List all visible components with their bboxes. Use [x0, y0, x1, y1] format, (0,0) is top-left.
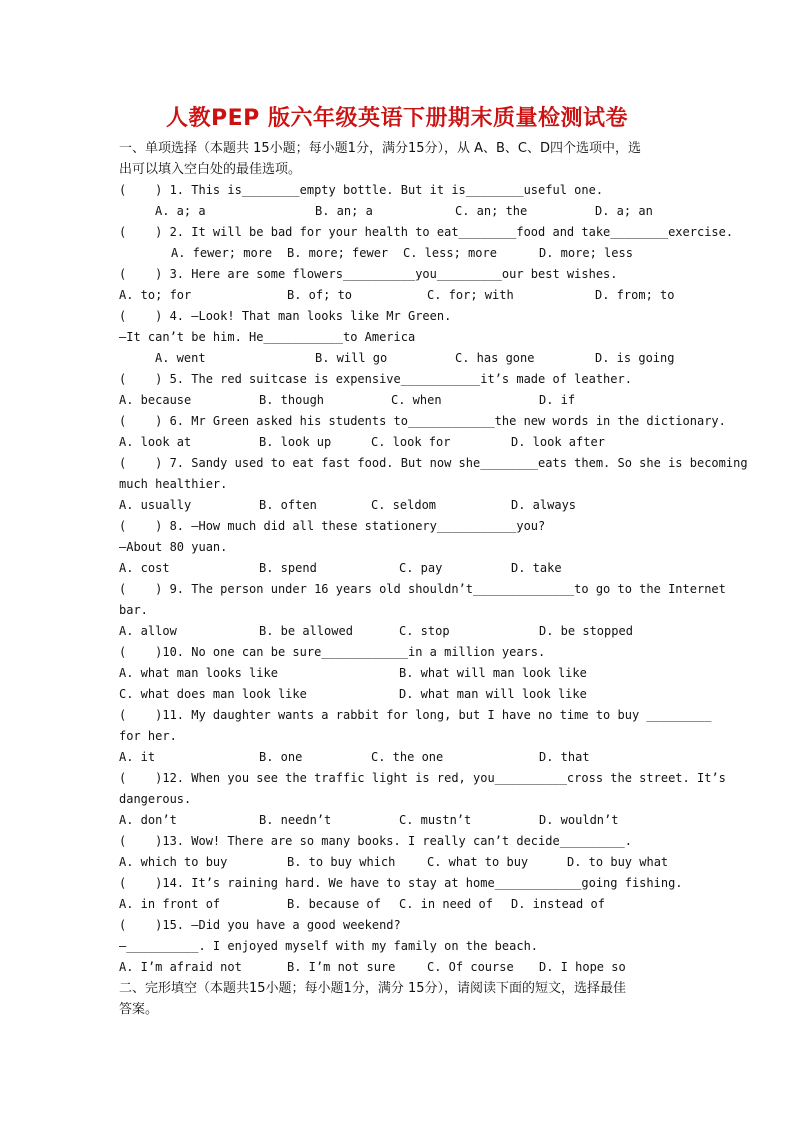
question-4-option[interactable]: D. is going	[595, 351, 675, 365]
question-2-option[interactable]: A. fewer; more	[171, 246, 273, 260]
question-8-stem-cont: —About 80 yuan.	[119, 540, 228, 554]
question-2-option[interactable]: B. more; fewer	[287, 246, 389, 260]
question-9-options	[119, 621, 679, 642]
section1-heading-line1: 一、单项选择（本题共 15小题；每小题1分，满分15分），从 A、B、C、D四个选项中，选	[119, 141, 642, 156]
question-11-option[interactable]: D. that	[539, 750, 590, 764]
question-7-option[interactable]: A. usually	[119, 498, 192, 512]
question-8-option[interactable]: B. spend	[259, 561, 317, 575]
question-13-option[interactable]: B. to buy which	[287, 855, 396, 869]
question-3-option[interactable]: A. to; for	[119, 288, 192, 302]
question-4-stem: ( ) 4. —Look! That man looks like Mr Green.	[119, 309, 452, 323]
question-10-option[interactable]: A. what man looks like	[119, 666, 278, 680]
question-8-option[interactable]: C. pay	[399, 561, 443, 575]
question-4-stem-cont: —It can’t be him. He___________to America	[119, 330, 416, 344]
section2-heading-line2: 答案。	[119, 1002, 159, 1017]
question-13-option[interactable]: A. which to buy	[119, 855, 228, 869]
question-12-option[interactable]: C. mustn’t	[399, 813, 472, 827]
question-12-option[interactable]: D. wouldn’t	[539, 813, 619, 827]
question-1-option[interactable]: A. a; a	[155, 204, 206, 218]
question-6-option[interactable]: D. look after	[511, 435, 605, 449]
question-15-stem: ( )15. —Did you have a good weekend?	[119, 918, 401, 932]
exam-body	[119, 138, 748, 1020]
question-5-option[interactable]: A. because	[119, 393, 192, 407]
question-5-options	[119, 390, 679, 411]
question-1-stem: ( ) 1. This is________empty bottle. But it is________useful one.	[119, 183, 604, 197]
question-3-option[interactable]: C. for; with	[427, 288, 514, 302]
question-4-option[interactable]: A. went	[155, 351, 206, 365]
question-5-option[interactable]: B. though	[259, 393, 325, 407]
question-10-options	[119, 663, 679, 684]
question-2-stem: ( ) 2. It will be bad for your health to eat________food and take________exercise.	[119, 225, 734, 239]
question-15-option[interactable]: D. I hope so	[539, 960, 626, 974]
question-14-option[interactable]: D. instead of	[511, 897, 605, 911]
question-8-options	[119, 558, 679, 579]
question-6-option[interactable]: B. look up	[259, 435, 332, 449]
question-6-stem: ( ) 6. Mr Green asked his students to____________the new words in the dictionary.	[119, 414, 726, 428]
question-10-options	[119, 684, 679, 705]
question-15-option[interactable]: B. I’m not sure	[287, 960, 396, 974]
question-14-stem: ( )14. It’s raining hard. We have to stay at home____________going fishing.	[119, 876, 683, 890]
question-10-option[interactable]: C. what does man look like	[119, 687, 307, 701]
question-4-option[interactable]: C. has gone	[455, 351, 535, 365]
question-5-option[interactable]: D. if	[539, 393, 576, 407]
question-7-stem: ( ) 7. Sandy used to eat fast food. But now she________eats them. So she is becoming	[119, 456, 748, 470]
question-11-options	[119, 747, 679, 768]
question-9-option[interactable]: D. be stopped	[539, 624, 633, 638]
question-6-option[interactable]: C. look for	[371, 435, 451, 449]
question-11-option[interactable]: A. it	[119, 750, 156, 764]
question-15-options	[119, 957, 679, 978]
question-14-option[interactable]: B. because of	[287, 897, 381, 911]
question-1-option[interactable]: C. an; the	[455, 204, 528, 218]
question-14-option[interactable]: A. in front of	[119, 897, 221, 911]
question-6-options	[119, 432, 679, 453]
question-5-stem: ( ) 5. The red suitcase is expensive___________it’s made of leather.	[119, 372, 632, 386]
question-13-options	[119, 852, 679, 873]
question-4-options	[119, 348, 679, 369]
question-14-option[interactable]: C. in need of	[399, 897, 493, 911]
question-7-option[interactable]: C. seldom	[371, 498, 437, 512]
question-12-option[interactable]: B. needn’t	[259, 813, 332, 827]
question-7-stem-cont: much healthier.	[119, 477, 228, 491]
question-11-option[interactable]: C. the one	[371, 750, 444, 764]
question-9-stem-cont: bar.	[119, 603, 148, 617]
question-1-option[interactable]: D. a; an	[595, 204, 653, 218]
question-3-stem: ( ) 3. Here are some flowers__________you_________our best wishes.	[119, 267, 618, 281]
question-9-option[interactable]: B. be allowed	[259, 624, 353, 638]
question-2-option[interactable]: D. more; less	[539, 246, 633, 260]
question-13-option[interactable]: D. to buy what	[567, 855, 669, 869]
question-8-option[interactable]: A. cost	[119, 561, 170, 575]
exam-title: 人教PEP 版六年级英语下册期末质量检测试卷	[166, 106, 628, 131]
question-2-option[interactable]: C. less; more	[403, 246, 497, 260]
question-5-option[interactable]: C. when	[391, 393, 442, 407]
question-8-option[interactable]: D. take	[511, 561, 562, 575]
question-6-option[interactable]: A. look at	[119, 435, 192, 449]
question-1-options	[119, 201, 679, 222]
question-8-stem: ( ) 8. —How much did all these stationery___________you?	[119, 519, 546, 533]
question-12-option[interactable]: A. don’t	[119, 813, 177, 827]
question-9-option[interactable]: A. allow	[119, 624, 177, 638]
question-2-options	[119, 243, 679, 264]
question-12-stem: ( )12. When you see the traffic light is red, you__________cross the street. It’s	[119, 771, 726, 785]
question-7-option[interactable]: B. often	[259, 498, 317, 512]
question-1-option[interactable]: B. an; a	[315, 204, 373, 218]
question-15-option[interactable]: A. I’m afraid not	[119, 960, 242, 974]
question-7-options	[119, 495, 679, 516]
question-list	[119, 180, 748, 978]
question-11-option[interactable]: B. one	[259, 750, 303, 764]
question-12-stem-cont: dangerous.	[119, 792, 192, 806]
question-11-stem-cont: for her.	[119, 729, 177, 743]
question-4-option[interactable]: B. will go	[315, 351, 388, 365]
question-3-options	[119, 285, 679, 306]
question-14-options	[119, 894, 679, 915]
question-15-option[interactable]: C. Of course	[427, 960, 514, 974]
section2-heading-line1: 二、完形填空（本题共15小题；每小题1分，满分 15分），请阅读下面的短文，选择最佳	[119, 981, 626, 996]
question-3-option[interactable]: D. from; to	[595, 288, 675, 302]
question-7-option[interactable]: D. always	[511, 498, 577, 512]
section1-heading-line2: 出可以填入空白处的最佳选项。	[119, 162, 302, 177]
question-15-stem-cont: —__________. I enjoyed myself with my family on the beach.	[119, 939, 539, 953]
question-10-option[interactable]: D. what man will look like	[399, 687, 587, 701]
question-10-stem: ( )10. No one can be sure____________in a million years.	[119, 645, 546, 659]
question-3-option[interactable]: B. of; to	[287, 288, 353, 302]
question-13-option[interactable]: C. what to buy	[427, 855, 529, 869]
question-13-stem: ( )13. Wow! There are so many books. I really can’t decide_________.	[119, 834, 632, 848]
question-9-option[interactable]: C. stop	[399, 624, 450, 638]
question-12-options	[119, 810, 679, 831]
question-10-option[interactable]: B. what will man look like	[399, 666, 587, 680]
question-9-stem: ( ) 9. The person under 16 years old shouldn’t______________to go to the Internet	[119, 582, 726, 596]
question-11-stem: ( )11. My daughter wants a rabbit for long, but I have no time to buy _________	[119, 708, 712, 722]
